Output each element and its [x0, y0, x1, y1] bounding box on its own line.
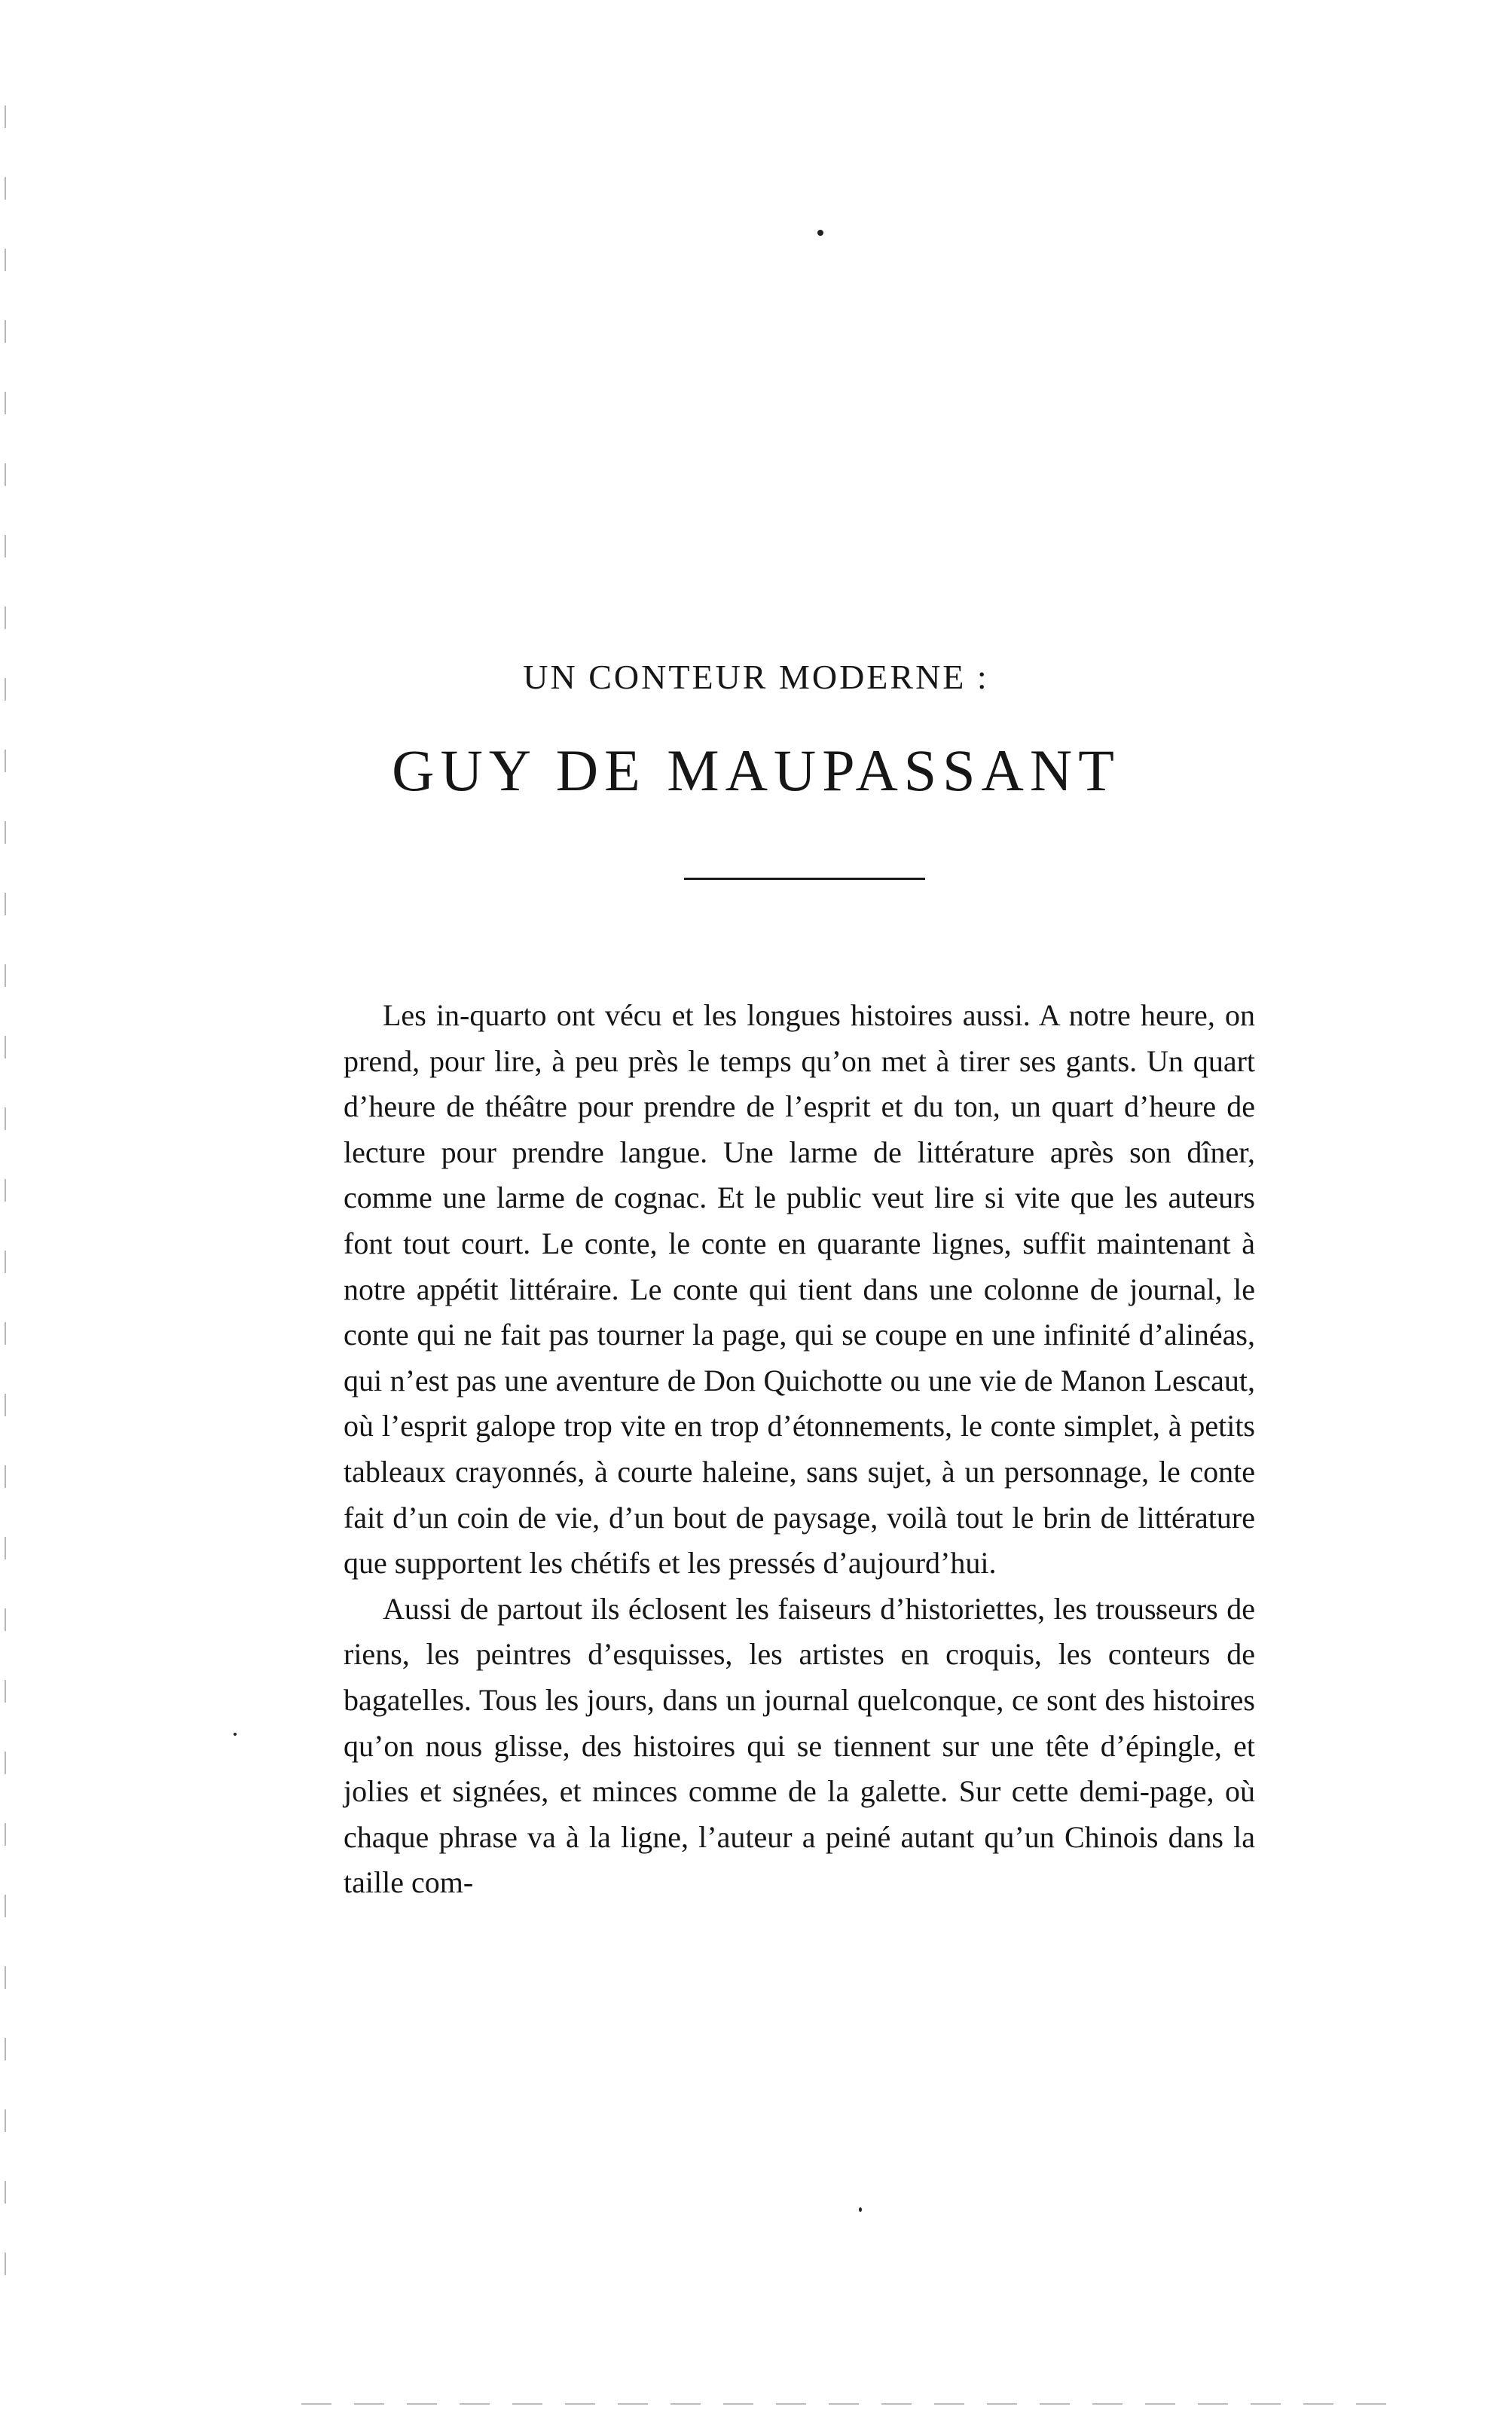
- paragraph: Les in-quarto ont vécu et les longues histoires aussi. A notre heure, on prend, pour lire, à peu près le temps qu’on met à tirer ses gants. Un quart d’heure de théâtre pour prendre de l’esprit et du ton, un quart d’heure de lecture pour prendre langue. Une larme de littérature après son dîner, comme une larme de cognac. Et le public veut lire si vite que les auteurs font tout court. Le conte, le conte en quarante lignes, suffit maintenant à notre appétit littéraire. Le conte qui tient dans une colonne de journal, le conte qui ne fait pas tourner la page, qui se coupe en une infinité d’alinéas, qui n’est pas une aventure de Don Quichotte ou une vie de Manon Lescaut, où l’esprit galope trop vite en trop d’étonnements, le conte simplet, à petits tableaux crayonnés, à courte haleine, sans sujet, à un personnage, le conte fait d’un coin de vie, d’un bout de paysage, voilà tout le brin de littérature que supportent les chétifs et les pressés d’aujourd’hui.: [344, 998, 1255, 1581]
- article-title: GUY DE MAUPASSANT: [392, 738, 1120, 803]
- article-supertitle: UN CONTEUR MODERNE :: [523, 658, 989, 696]
- printing-dot: [817, 230, 823, 236]
- printing-dot: [859, 2207, 862, 2212]
- page-bottom-edge: [301, 2403, 1401, 2405]
- title-divider: [684, 878, 925, 880]
- printing-dot: [234, 1733, 237, 1736]
- page-left-edge: [5, 105, 6, 2275]
- paragraph: Aussi de partout ils éclosent les faiseurs d’historiettes, les trousseurs de riens, les peintres d’esquisses, les artistes en croquis, les conteurs de bagatelles. Tous les jours, dans un journal quelconque, ce sont des histoires qu’on nous glisse, des histoires qui se tiennent sur une tête d’épingle, et jolies et signées, et minces comme de la galette. Sur cette demi-page, où chaque phrase va à la ligne, l’auteur a peiné autant qu’un Chinois dans la taille com-: [344, 1591, 1255, 1900]
- article-body: [344, 993, 1255, 1906]
